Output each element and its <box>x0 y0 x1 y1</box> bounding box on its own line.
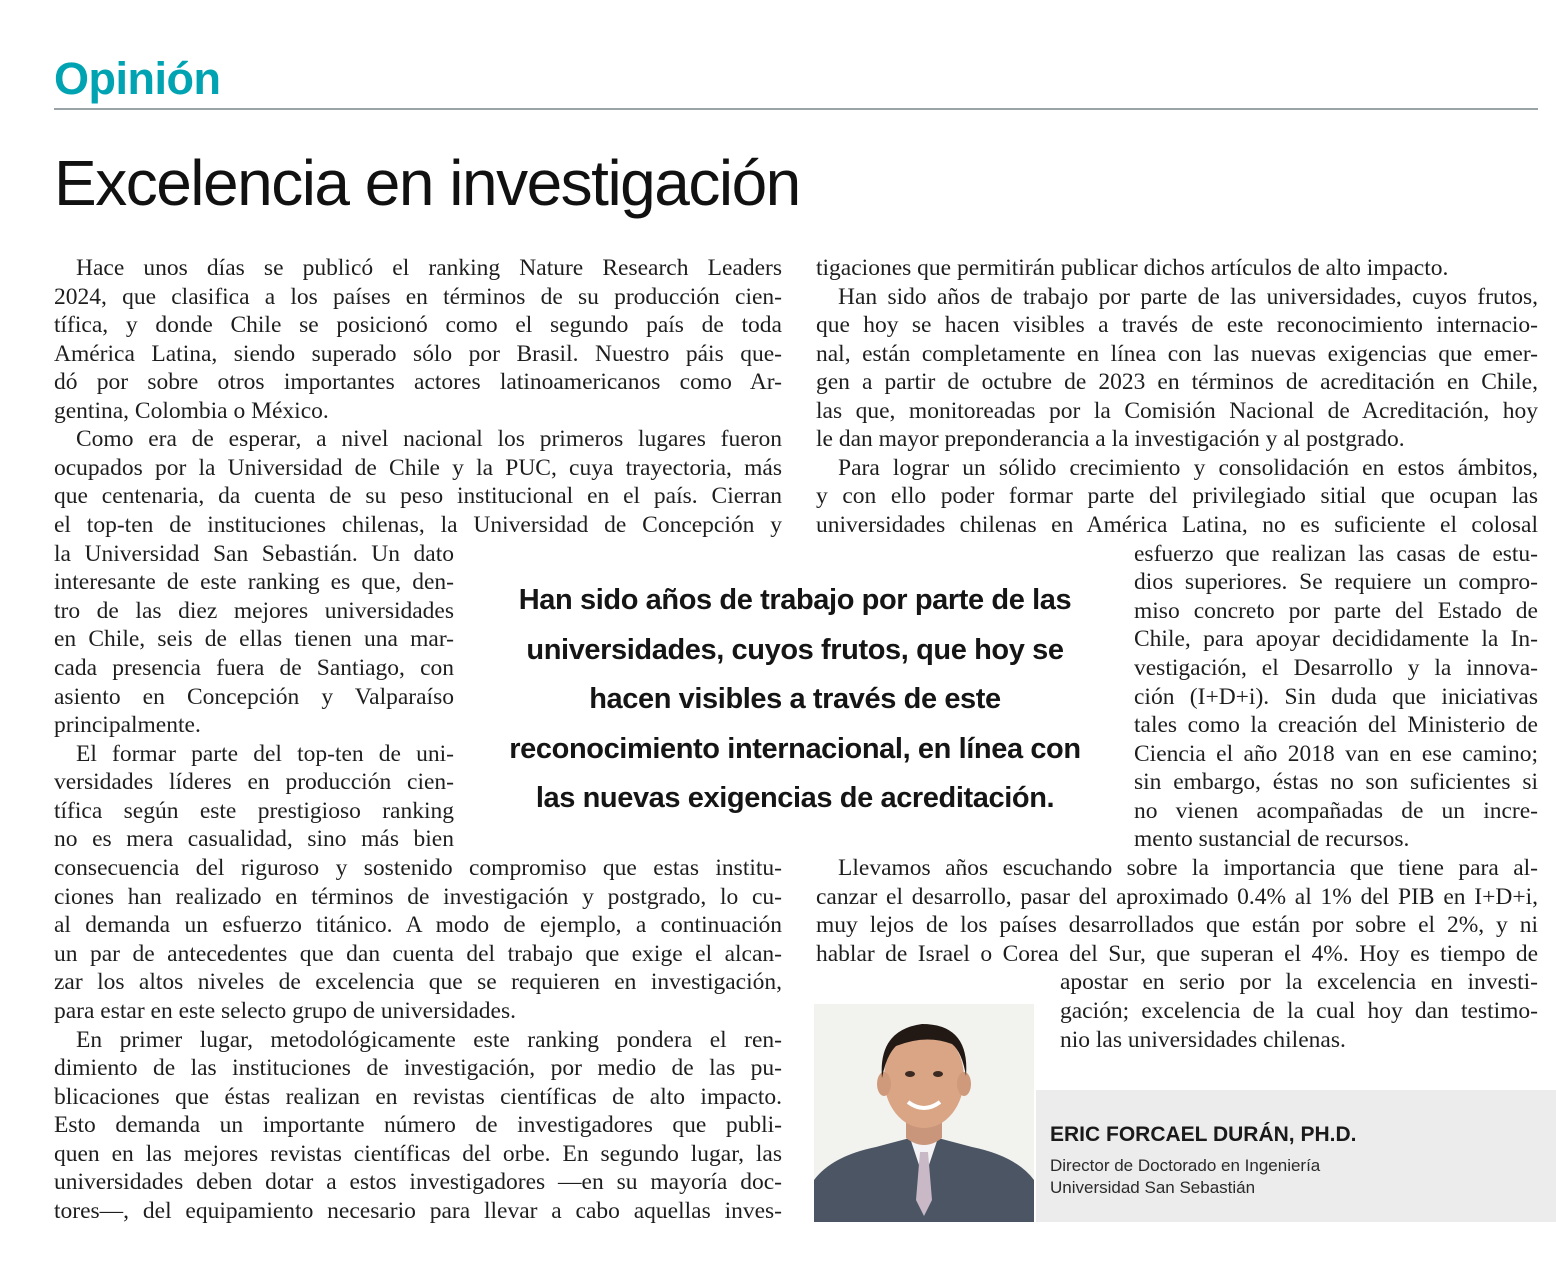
body-text-line: tro de las diez mejores universidades <box>54 598 454 624</box>
body-text-line: gación; excelencia de la cual hoy dan testimo- <box>1060 998 1538 1024</box>
body-text-line: miso concreto por parte del Estado de <box>1134 598 1538 624</box>
body-text-line: esfuerzo que realizan las casas de estu- <box>1134 541 1538 567</box>
body-text-line: vestigación, el Desarrollo y la innova- <box>1134 655 1538 681</box>
body-text-line: ciones han realizado en términos de investigación y postgrado, lo cu- <box>54 884 782 910</box>
body-text-line: para estar en este selecto grupo de universidades. <box>54 998 516 1024</box>
body-text-line: blicaciones que éstas realizan en revistas científicas de alto impacto. <box>54 1084 782 1110</box>
body-text-line: que centenaria, da cuenta de su peso institucional en el país. Cierran <box>54 483 782 509</box>
body-text-line: Hace unos días se publicó el ranking Nature Research Leaders <box>76 255 782 281</box>
body-text-line: América Latina, siendo superado sólo por Brasil. Nuestro páis que- <box>54 341 782 367</box>
body-text-line: Llevamos años escuchando sobre la importancia que tiene para al- <box>838 855 1538 881</box>
body-text-line: nio las universidades chilenas. <box>1060 1027 1346 1053</box>
body-text-line: que hoy se hacen visibles a través de este reconocimiento internacio- <box>816 312 1538 338</box>
body-text-line: asiento en Concepción y Valparaíso <box>54 684 454 710</box>
body-text-line: dimiento de las instituciones de investigación, por medio de las pu- <box>54 1055 782 1081</box>
body-text-line: versidades líderes en producción cien- <box>54 769 454 795</box>
body-text-line: Esto demanda un importante número de investigadores que publi- <box>54 1112 782 1138</box>
body-text-line: dios superiores. Se requiere un compro- <box>1134 569 1538 595</box>
pull-quote: Han sido años de trabajo por parte de las universidades, cuyos frutos, que hoy se hacen visibles a través de este reconocimiento internacional, en línea con las nuevas exigencias de acreditación. <box>509 584 1081 814</box>
body-text-line: Ciencia el año 2018 van en ese camino; <box>1134 741 1538 767</box>
body-text-line: hablar de Israel o Corea del Sur, que superan el 4%. Hoy es tiempo de <box>816 941 1538 967</box>
article-headline: Excelencia en investigación <box>54 147 800 219</box>
body-text-line: ocupados por la Universidad de Chile y la PUC, cuya trayectoria, más <box>54 455 782 481</box>
author-role: Director de Doctorado en Ingeniería <box>1050 1156 1321 1175</box>
body-text-line: interesante de este ranking es que, den- <box>54 569 454 595</box>
author-photo <box>814 1004 1034 1222</box>
body-text-line: Chile, para apoyar decididamente la In- <box>1134 626 1538 652</box>
body-text-line: no es mera casualidad, sino más bien <box>54 826 454 852</box>
body-text-line: las que, monitoreadas por la Comisión Nacional de Acreditación, hoy <box>816 398 1538 424</box>
body-text-line: el top-ten de instituciones chilenas, la Universidad de Concepción y <box>54 512 782 538</box>
body-text-line: universidades deben dotar a estos investigadores —en su mayoría doc- <box>54 1169 782 1195</box>
body-text-line: y con ello poder formar parte del privilegiado sitial que ocupan las <box>816 483 1538 509</box>
body-text-line: zar los altos niveles de excelencia que se requieren en investigación, <box>54 969 782 995</box>
body-text-line: apostar en serio por la excelencia en investi- <box>1060 969 1538 995</box>
section-divider <box>54 108 1538 110</box>
body-text-line: Como era de esperar, a nivel nacional los primeros lugares fueron <box>76 426 782 452</box>
body-text-line: dó por sobre otros importantes actores latinoamericanos como Ar- <box>54 369 782 395</box>
body-text-line: mento sustancial de recursos. <box>1134 826 1410 852</box>
body-text-line: 2024, que clasifica a los países en términos de su producción cien- <box>54 284 782 310</box>
author-affiliation: Universidad San Sebastián <box>1050 1178 1256 1197</box>
body-text-line: le dan mayor preponderancia a la investigación y al postgrado. <box>816 426 1405 452</box>
body-text-line: cada presencia fuera de Santiago, con <box>54 655 454 681</box>
body-text-line: principalmente. <box>54 712 201 738</box>
section-label: Opinión <box>54 53 221 104</box>
body-text-line: tífica, y donde Chile se posicionó como el segundo país de toda <box>54 312 782 338</box>
body-text-line: En primer lugar, metodológicamente este ranking pondera el ren- <box>76 1027 782 1053</box>
body-text-line: Han sido años de trabajo por parte de las universidades, cuyos frutos, <box>838 284 1538 310</box>
body-text-line: El formar parte del top-ten de uni- <box>76 741 454 767</box>
body-text-line: tores—, del equipamiento necesario para llevar a cabo aquellas inves- <box>54 1198 782 1224</box>
author-name: ERIC FORCAEL DURÁN, PH.D. <box>1050 1123 1357 1146</box>
body-text-line: en Chile, seis de ellas tienen una mar- <box>54 626 454 652</box>
body-text-line: tigaciones que permitirán publicar dichos artículos de alto impacto. <box>816 255 1449 281</box>
body-text-line: sin embargo, éstas no son suficientes si <box>1134 769 1538 795</box>
body-text-line: gentina, Colombia o México. <box>54 398 329 424</box>
body-text-line: canzar el desarrollo, pasar del aproximado 0.4% al 1% del PIB en I+D+i, <box>816 884 1538 910</box>
body-text-line: Para lograr un sólido crecimiento y consolidación en estos ámbitos, <box>838 455 1538 481</box>
body-text-line: no vienen acompañadas de un incre- <box>1134 798 1538 824</box>
body-text-line: la Universidad San Sebastián. Un dato <box>54 541 454 567</box>
body-text-line: nal, están completamente en línea con las nuevas exigencias que emer- <box>816 341 1538 367</box>
body-text-line: gen a partir de octubre de 2023 en términos de acreditación en Chile, <box>816 369 1538 395</box>
body-text-line: tales como la creación del Ministerio de <box>1134 712 1538 738</box>
body-text-line: quen en las mejores revistas científicas del orbe. En segundo lugar, las <box>54 1141 782 1167</box>
body-text-line: al demanda un esfuerzo titánico. A modo de ejemplo, a continuación <box>54 912 782 938</box>
body-text-line: un par de antecedentes que dan cuenta del trabajo que exige el alcan- <box>54 941 782 967</box>
body-text-line: tífica según este prestigioso ranking <box>54 798 454 824</box>
body-text-line: consecuencia del riguroso y sostenido compromiso que estas institu- <box>54 855 782 881</box>
body-text-line: muy lejos de los países desarrollados que están por sobre el 2%, y ni <box>816 912 1538 938</box>
body-text-line: universidades chilenas en América Latina, no es suficiente el colosal <box>816 512 1538 538</box>
body-text-line: ción (I+D+i). Sin duda que iniciativas <box>1134 684 1538 710</box>
